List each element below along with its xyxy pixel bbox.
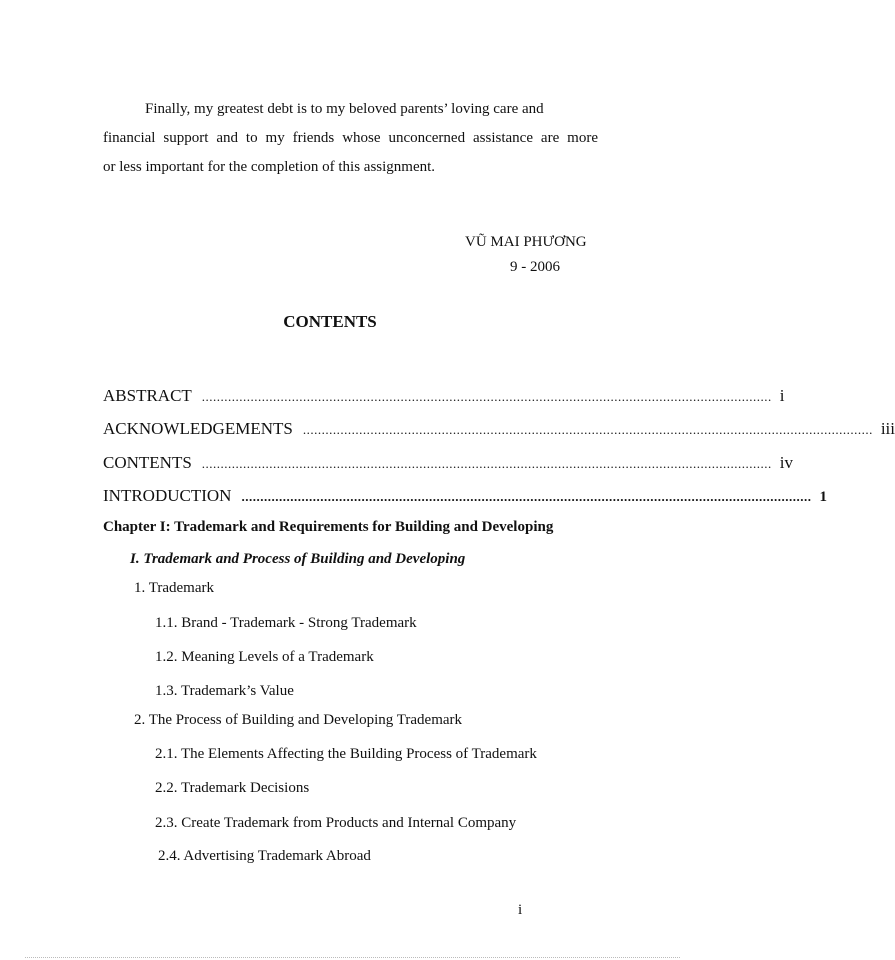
toc-item: 2.2. Trademark Decisions — [155, 780, 310, 796]
toc-entry-label: INTRODUCTION — [103, 486, 232, 505]
toc-item: 2.1. The Elements Affecting the Building Process of Trademark — [155, 746, 537, 762]
toc-entry-label: ABSTRACT — [103, 386, 192, 405]
signature-name: VŨ MAI PHƯƠNG — [465, 234, 587, 250]
toc-item: 1.2. Meaning Levels of a Trademark — [155, 649, 374, 665]
toc-entry-contents — [103, 453, 794, 473]
toc-chapter-heading: Chapter I: Trademark and Requirements for Building and Developing — [103, 519, 554, 535]
contents-title: CONTENTS — [283, 312, 377, 331]
toc-section-heading: I. Trademark and Process of Building and Developing — [130, 551, 466, 567]
toc-item: 1.3. Trademark’s Value — [155, 683, 294, 699]
toc-entry-label: ACKNOWLEDGEMENTS — [103, 419, 293, 438]
dot-leader: ........................................................................................................................................................ — [241, 489, 812, 504]
toc-entry-page: iv — [779, 453, 794, 472]
toc-item: 2. The Process of Building and Developing Trademark — [134, 712, 463, 728]
dot-leader: ........................................................................................................................................................ — [302, 422, 873, 437]
toc-entry-acknowledgements — [103, 419, 895, 439]
toc-entry-page: 1 — [819, 489, 827, 505]
dot-leader: ........................................................................................................................................................ — [201, 389, 772, 404]
toc-item: 2.3. Create Trademark from Products and Internal Company — [155, 815, 517, 831]
acknowledgement-line: or less important for the completion of this assignment. — [103, 159, 436, 175]
acknowledgement-paragraph — [103, 95, 598, 182]
dot-leader: ........................................................................................................................................................ — [201, 456, 772, 471]
page-bottom-divider — [25, 957, 680, 958]
signature-date: 9 - 2006 — [510, 259, 560, 275]
toc-entry-introduction — [103, 486, 827, 506]
toc-entry-page: i — [779, 386, 785, 405]
toc-entry-abstract — [103, 386, 785, 406]
toc-item: 2.4. Advertising Trademark Abroad — [158, 848, 371, 864]
acknowledgement-line: financial support and to my friends whose unconcerned assistance are more — [103, 130, 598, 146]
toc-entry-page: iii — [880, 419, 895, 438]
toc-entry-label: CONTENTS — [103, 453, 192, 472]
toc-item: 1.1. Brand - Trademark - Strong Trademark — [155, 615, 417, 631]
page-number: i — [518, 902, 523, 918]
toc-item: 1. Trademark — [134, 580, 214, 596]
acknowledgement-line: Finally, my greatest debt is to my beloved parents’ loving care and — [145, 101, 544, 117]
